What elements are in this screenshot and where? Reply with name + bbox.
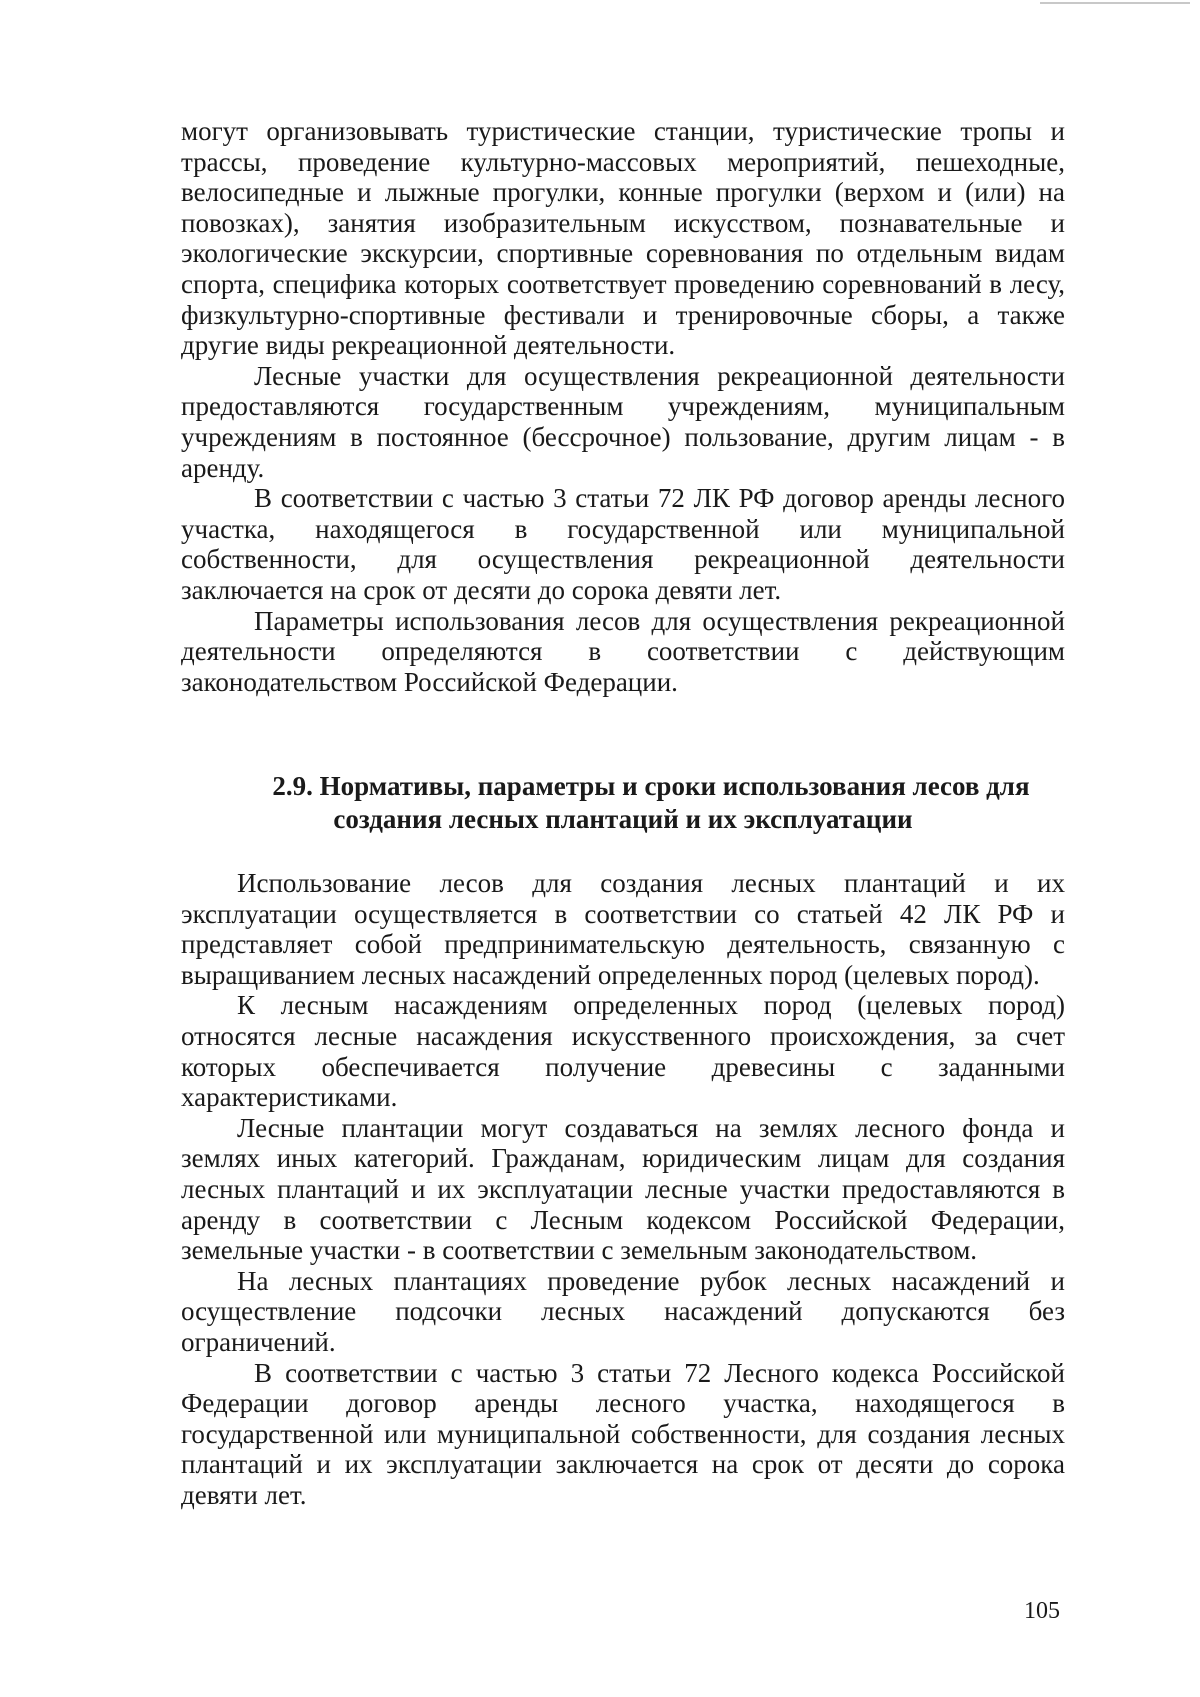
- section-heading-line-2: создания лесных плантаций и их эксплуатации: [333, 804, 913, 834]
- paragraph: На лесных плантациях проведение рубок лесных насаждений и осуществление подсочки лесных насаждений допускаются без ограничений.: [181, 1265, 1065, 1357]
- top-text-block: [181, 116, 1065, 697]
- paragraph: Параметры использования лесов для осуществления рекреационной деятельности определяются в соответствии с действующим законодательством Российской Федерации.: [181, 605, 1065, 697]
- bottom-text-block: [181, 868, 1065, 1510]
- scan-edge-line: [1040, 2, 1190, 4]
- paragraph: Лесные участки для осуществления рекреационной деятельности предоставляются государственным учреждениям, муниципальным учреждениям в постоянное (бессрочное) пользование, другим лицам - в аренду.: [181, 360, 1065, 483]
- paragraph: Использование лесов для создания лесных плантаций и их эксплуатации осуществляется в соответствии со статьей 42 ЛК РФ и представляет собой предпринимательскую деятельность, связанную с выращиванием лесных насаждений определенных пород (целевых пород).: [181, 868, 1065, 990]
- page-number: 105: [1024, 1598, 1060, 1624]
- paragraph-continuation: могут организовывать туристические станции, туристические тропы и трассы, проведение культурно-массовых мероприятий, пешеходные, велосипедные и лыжные прогулки, конные прогулки (верхом и (или) на повозках), занятия изобразительным искусством, познавательные и экологические экскурсии, спортивные соревнования по отдельным видам спорта, специфика которых соответствует проведению соревнований в лесу, физкультурно-спортивные фестивали и тренировочные сборы, а также другие виды рекреационной деятельности.: [181, 116, 1065, 361]
- paragraph: К лесным насаждениям определенных пород (целевых пород) относятся лесные насаждения искусственного происхождения, за счет которых обеспечивается получение древесины с заданными характеристиками.: [181, 990, 1065, 1113]
- section-heading: [181, 770, 1065, 836]
- paragraph: Лесные плантации могут создаваться на землях лесного фонда и землях иных категорий. Гражданам, юридическим лицам для создания лесных плантаций и их эксплуатации лесные участки предоставляются в аренду в соответствии с Лесным кодексом Российской Федерации, земельные участки - в соответствии с земельным законодательством.: [181, 1112, 1065, 1266]
- section-heading-line-1: 2.9. Нормативы, параметры и сроки использования лесов для: [272, 771, 1030, 801]
- paragraph: В соответствии с частью 3 статьи 72 Лесного кодекса Российской Федерации договор аренды лесного участка, находящегося в государственной или муниципальной собственности, для создания лесных плантаций и их эксплуатации заключается на срок от десяти до сорока девяти лет.: [181, 1357, 1065, 1510]
- paragraph: В соответствии с частью 3 статьи 72 ЛК РФ договор аренды лесного участка, находящегося в государственной или муниципальной собственности, для осуществления рекреационной деятельности заключается на срок от десяти до сорока девяти лет.: [181, 483, 1065, 605]
